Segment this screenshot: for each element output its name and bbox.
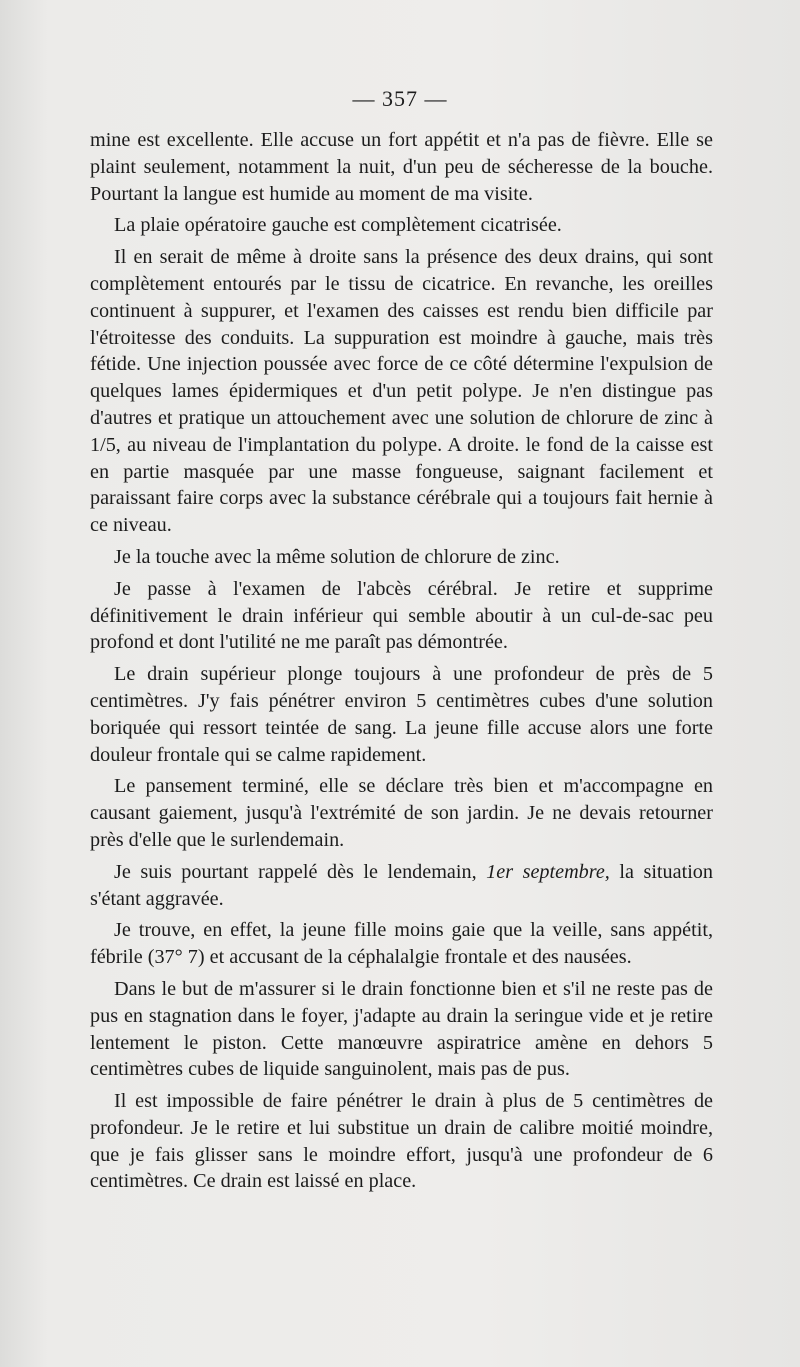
paragraph: Je la touche avec la même solution de chlorure de zinc. — [114, 545, 560, 568]
paragraph: Je trouve, en effet, la jeune fille moins gaie que la veille, sans appétit, fébrile (37° 7) et accusant de la céphalalgie frontale et des nausées. — [90, 919, 713, 969]
paragraph: La plaie opératoire gauche est complètement cicatrisée. — [114, 214, 562, 237]
paragraph: Il en serait de même à droite sans la présence des deux drains, qui sont complètement entourés par le tissu de cicatrice. En revanche, les oreilles continuent à suppurer, et l'examen des caisses est rendu bien difficile par l'étroitesse des conduits. La suppuration est moindre à gauche, mais très fétide. Une injection poussée avec force de ce côté détermine l'expulsion de quelques lames épidermiques et d'un petit polype. Je n'en distingue pas d'autres et pratique un attouchement avec une solution de chlorure de zinc à 1/5, au niveau de l'implantation du polype. A droite. le fond de la caisse est en partie masquée par une masse fongueuse, saignant facilement et paraissant faire corps avec la substance cérébrale qui a toujours fait hernie à ce niveau. — [90, 246, 713, 537]
paragraph — [90, 859, 713, 913]
body-text — [90, 127, 713, 1195]
paragraph: Le drain supérieur plonge toujours à une profondeur de près de 5 centimètres. J'y fais pénétrer environ 5 centimètres cubes d'une solution boriquée qui ressort teintée de sang. La jeune fille accuse alors une forte douleur frontale qui se calme rapidement. — [90, 663, 713, 766]
paragraph: mine est excellente. Elle accuse un fort appétit et n'a pas de fièvre. Elle se plaint seulement, notamment la nuit, d'un peu de sécheresse de la bouche. Pourtant la langue est humide au moment de ma visite. — [90, 129, 713, 205]
paragraph-text: Je suis pourtant rappelé dès le lendemain, — [114, 860, 487, 883]
page-number: — 357 — — [352, 86, 448, 111]
paragraph-text: la situation s'étant aggravée. — [90, 860, 713, 910]
date-italic: 1er septembre, — [486, 860, 610, 883]
paragraph: Il est impossible de faire pénétrer le drain à plus de 5 centimètres de profondeur. Je le retire et lui substitue un drain de calibre moitié moindre, que je fais glisser sans le moindre effort, jusqu'à une profondeur de 6 centimètres. Ce drain est laissé en place. — [90, 1090, 713, 1193]
paragraph: Dans le but de m'assurer si le drain fonctionne bien et s'il ne reste pas de pus en stagnation dans le foyer, j'adapte au drain la seringue vide et je retire lentement le piston. Cette manœuvre aspiratrice amène en dehors 5 centimètres cubes de liquide sanguinolent, mais pas de pus. — [90, 977, 713, 1081]
paragraph: Je passe à l'examen de l'abcès cérébral. Je retire et supprime définitivement le drain inférieur qui semble aboutir à un cul-de-sac peu profond et dont l'utilité ne me paraît pas démontrée. — [90, 577, 713, 654]
paragraph: Le pansement terminé, elle se déclare très bien et m'accompagne en causant gaiement, jusqu'à l'extrémité de son jardin. Je ne devais retourner près d'elle que le surlendemain. — [90, 775, 713, 851]
